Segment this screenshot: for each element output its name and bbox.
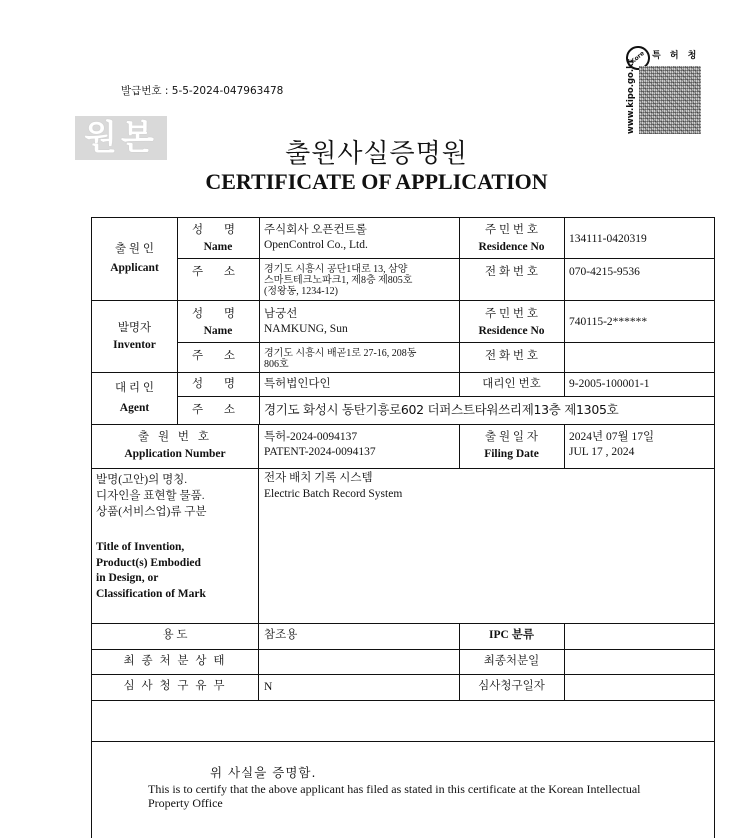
original-stamp: 원본 <box>75 116 167 160</box>
application-number-ko: 특허-2024-0094137 <box>264 431 358 443</box>
exam-request-label: 심 사 청 구 유 무 <box>123 680 227 692</box>
certification-ko: 위 사실을 증명함. <box>210 765 317 780</box>
applicant-name-ko: 주식회사 오픈컨트롤 <box>264 224 367 236</box>
application-number-label-ko: 출 원 번 호 <box>137 431 213 443</box>
invention-label-en-3: in Design, or <box>96 572 159 584</box>
application-number-label-en: Application Number <box>124 448 226 460</box>
agent-name: 특허법인다인 <box>264 378 331 390</box>
inventor-name-en: NAMKUNG, Sun <box>264 323 348 335</box>
inventor-name-label-en: Name <box>203 325 233 337</box>
final-status-label: 최 종 처 분 상 태 <box>123 655 227 667</box>
filing-date-ko: 2024년 07월 17일 <box>569 431 655 443</box>
inventor-addr-label: 주 소 <box>191 350 245 362</box>
kipo-url: www.kipo.go.kr <box>626 59 636 134</box>
inventor-resno-label-en: Residence No <box>478 325 545 337</box>
applicant-section-en: Applicant <box>110 262 159 274</box>
inventor-resno-label-ko: 주 민 번 호 <box>484 308 539 320</box>
agent-number-label: 대리인 번호 <box>482 378 541 390</box>
agent-number: 9-2005-100001-1 <box>569 378 650 390</box>
agent-section-ko: 대 리 인 <box>114 382 155 394</box>
applicant-phone-label: 전 화 번 호 <box>484 266 539 278</box>
inventor-addr-line-2: 806호 <box>264 359 289 370</box>
agent-section-en: Agent <box>119 402 150 414</box>
applicant-addr-line-2: 스마트테크노파크1, 제8층 제805호 <box>264 275 413 286</box>
inventor-addr-line-1: 경기도 시흥시 배곧1로 27-16, 208동 <box>264 348 417 359</box>
issue-number: 발급번호 : 5-5-2024-047963478 <box>121 85 284 97</box>
applicant-addr-label: 주 소 <box>191 266 245 278</box>
kipo-seal <box>624 44 702 136</box>
filing-date-label-ko: 출 원 일 자 <box>484 431 539 443</box>
inventor-section-en: Inventor <box>113 339 156 351</box>
usage-value: 참조용 <box>264 629 298 641</box>
invention-label-ko-3: 상품(서비스업)류 구분 <box>96 506 207 518</box>
applicant-phone: 070-4215-9536 <box>569 266 640 278</box>
invention-label-en-4: Classification of Mark <box>96 588 206 600</box>
exam-request-value: N <box>264 681 273 693</box>
final-status-date-label: 최종처분일 <box>483 655 540 667</box>
filing-date-label-en: Filing Date <box>484 448 539 460</box>
invention-label-en-2: Product(s) Embodied <box>96 557 201 569</box>
applicant-name-en: OpenControl Co., Ltd. <box>264 239 368 251</box>
applicant-addr-line-3: (정왕동, 1234-12) <box>264 286 338 297</box>
invention-label-ko-1: 발명(고안)의 명칭. <box>96 474 188 486</box>
verification-code-image <box>639 66 701 134</box>
agent-addr-label: 주 소 <box>191 404 245 416</box>
inventor-phone-label: 전 화 번 호 <box>484 350 539 362</box>
invention-label-en-1: Title of Invention, <box>96 541 185 553</box>
invention-title-en: Electric Batch Record System <box>264 488 403 500</box>
inventor-section-ko: 발명자 <box>117 322 152 334</box>
filing-date-en: JUL 17 , 2024 <box>569 446 635 458</box>
certification-en: This is to certify that the above applicant has filed as stated in this certificate at the Korean Intellectual Property Office <box>148 782 641 810</box>
applicant-section-ko: 출 원 인 <box>114 243 155 255</box>
page-title-korean: 출원사실증명원 <box>285 139 468 169</box>
applicant-name-label-en: Name <box>203 241 233 253</box>
kipo-org-name: 특 허 청 <box>652 51 700 61</box>
applicant-resno-label-ko: 주 민 번 호 <box>484 224 539 236</box>
applicant-resno: 134111-0420319 <box>569 233 647 245</box>
kipo-logo-icon: Kore <box>621 41 655 75</box>
invention-label-ko-2: 디자인을 표현할 물품. <box>96 490 205 502</box>
agent-name-label: 성 명 <box>191 378 245 390</box>
applicant-resno-label-en: Residence No <box>478 241 545 253</box>
applicant-addr-line-1: 경기도 시흥시 공단1대로 13, 삼양 <box>264 264 408 275</box>
certificate-form <box>91 217 715 838</box>
inventor-resno: 740115-2****** <box>569 316 648 328</box>
application-number-en: PATENT-2024-0094137 <box>264 446 376 458</box>
invention-title-ko: 전자 배치 기록 시스템 <box>264 472 373 484</box>
agent-address: 경기도 화성시 동탄기흥로602 더퍼스트타워쓰리제13층 제1305호 <box>264 402 619 417</box>
exam-request-date-label: 심사청구일자 <box>478 680 545 692</box>
page-title-english: CERTIFICATE OF APPLICATION <box>205 169 548 194</box>
ipc-label: IPC 분류 <box>489 629 534 641</box>
usage-label: 용 도 <box>162 629 188 641</box>
applicant-name-label-ko: 성 명 <box>191 224 245 236</box>
inventor-name-ko: 남궁선 <box>264 308 298 320</box>
inventor-name-label-ko: 성 명 <box>191 308 245 320</box>
